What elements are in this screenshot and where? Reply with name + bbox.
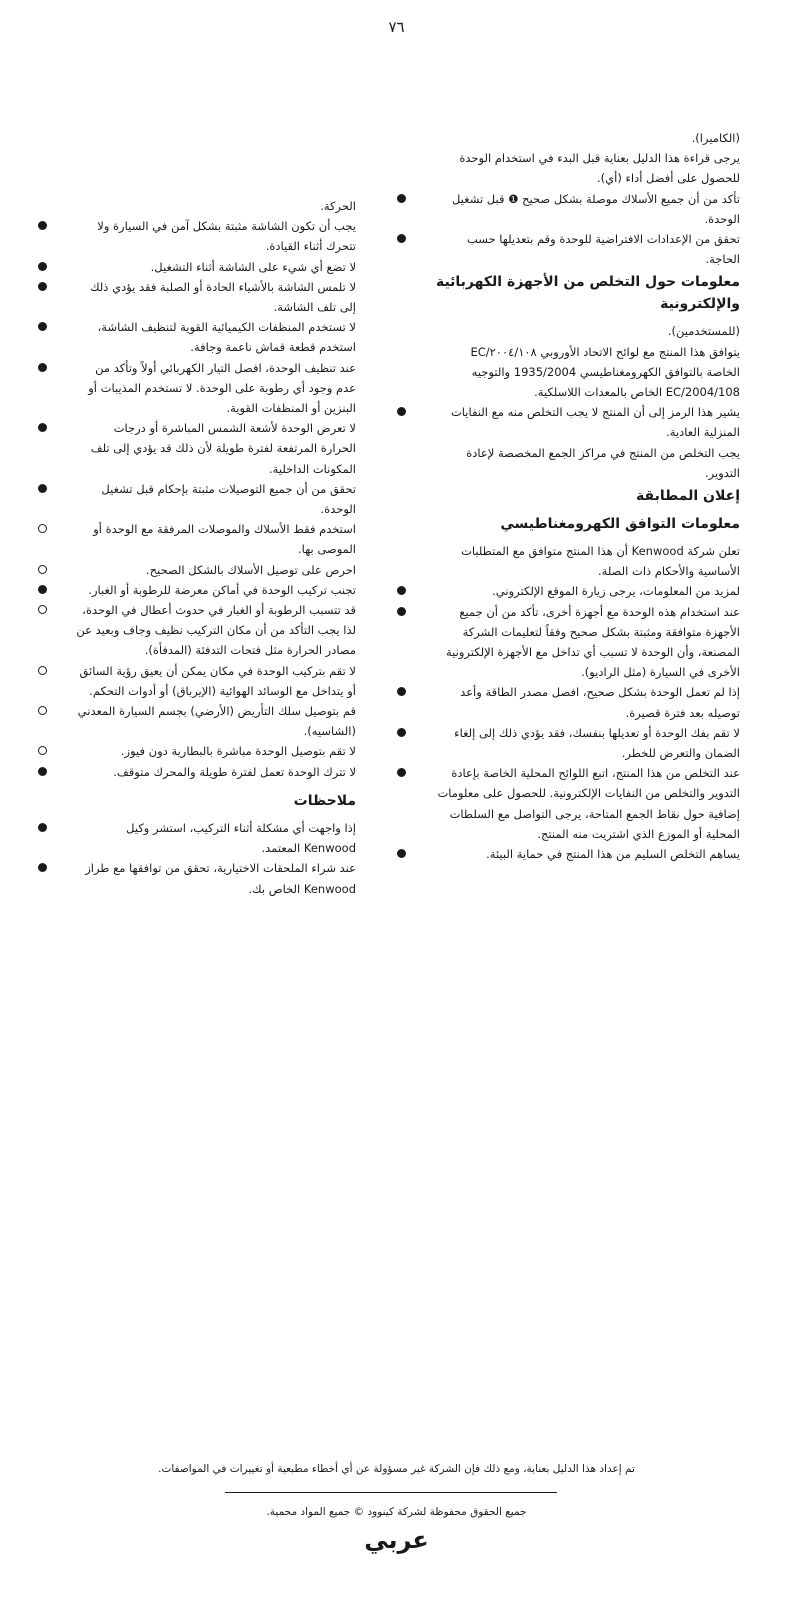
filled-bullet-icon — [397, 768, 406, 777]
language-logo: عربي — [364, 1526, 429, 1554]
sub-list-item — [56, 519, 356, 559]
filled-bullet-icon — [38, 322, 47, 331]
filled-bullet-icon — [397, 586, 406, 595]
list-item — [415, 229, 740, 269]
list-item-text: يشير هذا الرمز إلى أن المنتج لا يجب التخلص منه مع النفايات المنزلية العادية. — [450, 405, 740, 440]
hollow-bullet-icon — [38, 565, 47, 574]
paragraph: تعلن شركة Kenwood أن هذا المنتج متوافق مع المتطلبات الأساسية والأحكام ذات الصلة. — [461, 544, 740, 579]
filled-bullet-icon — [397, 849, 406, 858]
paragraph: يرجى قراءة هذا الدليل بعناية قبل البدء في استخدام الوحدة للحصول على أفضل أداء (أي). — [459, 151, 740, 186]
filled-bullet-icon — [397, 728, 406, 737]
list-item — [56, 418, 356, 479]
list-item-text: لا تستخدم المنظفات الكيميائية القوية لتنظيف الشاشة، استخدم قطعة قماش ناعمة وجافة. — [97, 320, 356, 355]
list-item — [56, 317, 356, 357]
right-column — [415, 128, 740, 864]
filled-bullet-icon — [397, 607, 406, 616]
filled-bullet-icon — [38, 823, 47, 832]
list-item-text: تحقق من الإعدادات الافتراضية للوحدة وقم بتعديلها حسب الحاجة. — [466, 232, 740, 267]
sub-list-item — [56, 560, 356, 580]
list-item — [415, 189, 740, 229]
footer-note: تم إعداد هذا الدليل بعناية، ومع ذلك فإن الشركة غير مسؤولة عن أي أخطاء مطبعية أو تغييرات في المواصفات. — [158, 1463, 635, 1475]
paragraph: الحركة. — [320, 199, 356, 213]
paragraph: يجب التخلص من المنتج في مراكز الجمع المخصصة لإعادة التدوير. — [466, 445, 740, 480]
footer-logo-wrap — [0, 1526, 793, 1554]
list-item-text: يساهم التخلص السليم من هذا المنتج في حماية البيئة. — [486, 847, 740, 862]
filled-bullet-icon — [38, 585, 47, 594]
filled-bullet-icon — [38, 423, 47, 432]
footer-copyright: جميع الحقوق محفوظة لشركة كينوود © جميع المواد محمية. — [266, 1506, 527, 1518]
list-item — [56, 580, 356, 600]
filled-bullet-icon — [38, 262, 47, 271]
section-heading: ملاحظات — [293, 792, 356, 809]
hollow-bullet-icon — [38, 605, 47, 614]
list-item-text: قد تتسبب الرطوبة أو الغبار في حدوث أعطال في الوحدة، لذا يجب التأكد من أن مكان التركيب نظيف وجاف وبعيد عن مصادر الحرارة مثل فتحات التدفئة (المدفأة). — [76, 603, 356, 658]
list-item — [56, 858, 356, 898]
list-item-text: لا تضع أي شيء على الشاشة أثناء التشغيل. — [150, 259, 356, 274]
spacer — [56, 782, 356, 788]
list-item — [415, 844, 740, 864]
list-item-text: قم بتوصيل سلك التأريض (الأرضي) بجسم السيارة المعدني (الشاسيه). — [77, 704, 356, 739]
page-number: ٧٦ — [388, 18, 405, 36]
list-item-text: إذا واجهت أي مشكلة أثناء التركيب، استشر وكيل Kenwood المعتمد. — [126, 820, 356, 856]
list-item-text: تجنب تركيب الوحدة في أماكن معرضة للرطوبة أو الغبار. — [88, 582, 356, 597]
paragraph: (للمستخدمين). — [667, 324, 740, 339]
sub-list-item — [56, 701, 356, 741]
filled-bullet-icon — [38, 282, 47, 291]
footer-note-line-1 — [0, 1457, 793, 1478]
list-item — [56, 762, 356, 782]
list-item — [415, 402, 740, 442]
paragraph: (الكاميرا). — [691, 131, 740, 145]
list-item-text: لا تقم بتوصيل الوحدة مباشرة بالبطارية دون فيوز. — [120, 744, 356, 759]
list-item-text: عند شراء الملحقات الاختيارية، تحقق من توافقها مع طراز Kenwood الخاص بك. — [85, 861, 356, 896]
filled-bullet-icon — [397, 687, 406, 696]
list-item — [415, 581, 740, 601]
list-item-text: تحقق من أن جميع التوصيلات مثبتة بإحكام قبل تشغيل الوحدة. — [101, 481, 356, 517]
list-item — [56, 358, 356, 419]
filled-bullet-icon — [38, 863, 47, 872]
list-item-text: لا تعرض الوحدة لأشعة الشمس المباشرة أو درجات الحرارة المرتفعة لفترة طويلة لأن ذلك قد يؤدي إلى تلف المكونات الداخلية. — [90, 421, 356, 476]
list-item-text: لا تلمس الشاشة بالأشياء الحادة أو الصلبة فقد يؤدي ذلك إلى تلف الشاشة. — [90, 279, 356, 315]
sub-list-item — [56, 661, 356, 701]
hollow-bullet-icon — [38, 746, 47, 755]
footer-divider — [225, 1492, 557, 1493]
list-item-text: عند التخلص من هذا المنتج، اتبع اللوائح المحلية الخاصة بإعادة التدوير والتخلص من النفايات الإلكترونية. للحصول على معلومات إضافية حول نقاط الجمع المتاحة، يرجى التواصل مع السلطات المحلية أو الموزع الذي اشتريت منه المنتج. — [437, 766, 740, 841]
list-item-text: عند تنظيف الوحدة، افصل التيار الكهربائي أولاً وتأكد من عدم وجود أي رطوبة على الوحدة. لا تستخدم المذيبات أو البنزين أو المنظفات القوية. — [88, 360, 356, 416]
filled-bullet-icon — [397, 194, 406, 203]
hollow-bullet-icon — [38, 524, 47, 533]
list-item — [56, 479, 356, 519]
filled-bullet-icon — [38, 221, 47, 230]
section-heading: معلومات التوافق الكهرومغناطيسي — [500, 516, 740, 533]
filled-bullet-icon — [38, 767, 47, 776]
filled-bullet-icon — [38, 363, 47, 372]
list-item — [56, 818, 356, 858]
list-item — [415, 723, 740, 763]
list-item-text: استخدم فقط الأسلاك والموصلات المرفقة مع الوحدة أو الموصى بها. — [93, 522, 356, 557]
sub-list-item — [56, 741, 356, 761]
list-item — [415, 763, 740, 844]
paragraph: يتوافق هذا المنتج مع لوائح الاتحاد الأوروبي ٢٠٠٤/١٠٨/EC الخاصة بالتوافق الكهرومغناطيسي 1935/2004 والتوجيه EC/2004/108 الخاص بالمعدات اللاسلكية. — [470, 344, 740, 400]
list-item — [56, 216, 356, 256]
section-heading: إعلان المطابقة — [636, 488, 740, 505]
left-column — [56, 196, 356, 899]
sub-list-item — [56, 600, 356, 661]
list-item-text: تأكد من أن جميع الأسلاك موصلة بشكل صحيح ❶ قبل تشغيل الوحدة. — [451, 191, 740, 226]
footer-note-line-2 — [0, 1500, 793, 1521]
list-item — [415, 682, 740, 722]
list-item-text: يجب أن تكون الشاشة مثبتة بشكل آمن في السيارة ولا تتحرك أثناء القيادة. — [97, 219, 356, 254]
list-item — [415, 602, 740, 683]
hollow-bullet-icon — [38, 666, 47, 675]
list-item-text: لا تقم بفك الوحدة أو تعديلها بنفسك، فقد يؤدي ذلك إلى إلغاء الضمان والتعرض للخطر. — [454, 725, 740, 761]
list-item-text: لمزيد من المعلومات، يرجى زيارة الموقع الإلكتروني. — [492, 584, 740, 599]
list-item-text: إذا لم تعمل الوحدة بشكل صحيح، افصل مصدر الطاقة وأعد توصيله بعد فترة قصيرة. — [460, 685, 740, 720]
list-item-text: عند استخدام هذه الوحدة مع أجهزة أخرى، تأكد من أن جميع الأجهزة متوافقة ومثبتة بشكل صحيح وفقاً لتعليمات الشركة المصنعة، وأن الوحدة لا تسبب أي تداخل مع الأجهزة الإلكترونية الأخرى في السيارة (مثل الراديو). — [446, 604, 740, 680]
filled-bullet-icon — [397, 234, 406, 243]
list-item — [56, 277, 356, 317]
list-item-text: لا تقم بتركيب الوحدة في مكان يمكن أن يعيق رؤية السائق أو يتداخل مع الوسائد الهوائية (الإيرباق) أو أدوات التحكم. — [79, 663, 356, 698]
hollow-bullet-icon — [38, 706, 47, 715]
list-item — [56, 257, 356, 277]
list-item-text: احرص على توصيل الأسلاك بالشكل الصحيح. — [145, 562, 356, 577]
filled-bullet-icon — [397, 407, 406, 416]
section-heading: معلومات حول التخلص من الأجهزة الكهربائية والإلكترونية — [435, 274, 740, 313]
filled-bullet-icon — [38, 484, 47, 493]
list-item-text: لا تترك الوحدة تعمل لفترة طويلة والمحرك متوقف. — [113, 764, 356, 779]
